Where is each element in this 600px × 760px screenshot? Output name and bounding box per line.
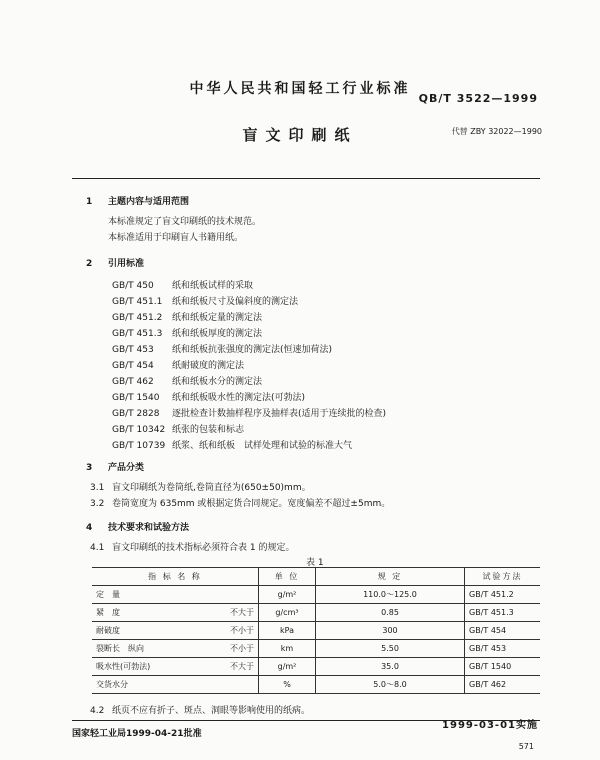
reference-item: GB/T 10739 纸浆、纸和纸板 试样处理和试验的标准大气	[112, 441, 353, 451]
section-2-heading: 2 引用标准	[86, 259, 145, 269]
table-row: 吸水性(可勃法) 不大于 g/m² 35.0 GB/T 1540	[92, 658, 540, 676]
reference-item: GB/T 1540 纸和纸板吸水性的测定法(可勃法)	[112, 393, 306, 403]
header-name: 指 标 名 称	[92, 568, 259, 586]
section-3-item: 3.2 卷筒宽度为 635mm 或根据定货合同规定。宽度偏差不超过±5mm。	[90, 499, 391, 509]
issuing-organization: 中华人民共和国轻工行业标准	[189, 81, 411, 97]
section-4-heading: 4 技术要求和试验方法	[86, 523, 190, 533]
section-3-heading: 3 产品分类	[86, 463, 145, 473]
section-1-heading: 1 主题内容与适用范围	[86, 197, 190, 207]
replaces-standard: 代替 ZBY 32022—1990	[451, 127, 542, 136]
table-header-row	[92, 568, 540, 586]
table-row: 耐破度 不小于 kPa 300 GB/T 454	[92, 622, 540, 640]
spec-table	[92, 567, 540, 694]
header-rule	[72, 178, 540, 179]
table-caption: 表 1	[306, 558, 324, 568]
reference-item: GB/T 454 纸耐破度的测定法	[112, 361, 245, 371]
document-title: 盲文印刷纸	[242, 126, 358, 144]
table-row: 定 量 g/m² 110.0～125.0 GB/T 451.2	[92, 586, 540, 604]
reference-item: GB/T 453 纸和纸板抗张强度的测定法(恒速加荷法)	[112, 345, 333, 355]
reference-item: GB/T 462 纸和纸板水分的测定法	[112, 377, 263, 387]
table-row: 交货水分 % 5.0～8.0 GB/T 462	[92, 676, 540, 694]
section-1-line: 本标准规定了盲文印刷纸的技术规范。	[108, 217, 262, 227]
reference-item: GB/T 451.1 纸和纸板尺寸及偏斜度的测定法	[112, 297, 299, 307]
reference-item: GB/T 450 纸和纸板试样的采取	[112, 281, 254, 291]
reference-item: GB/T 10342 纸张的包装和标志	[112, 425, 245, 435]
page-number: 571	[518, 742, 534, 751]
reference-item: GB/T 451.2 纸和纸板定量的测定法	[112, 313, 263, 323]
approval-line: 国家轻工业局1999-04-21批准	[72, 729, 202, 739]
reference-item: GB/T 451.3 纸和纸板厚度的测定法	[112, 329, 263, 339]
section-4-item-1: 4.1 盲文印刷纸的技术指标必须符合表 1 的规定。	[90, 543, 295, 553]
implementation-date: 1999-03-01实施	[442, 720, 538, 731]
reference-item: GB/T 2828 逐批检查计数抽样程序及抽样表(适用于连续批的检查)	[112, 409, 387, 419]
header-value: 规 定	[316, 568, 465, 586]
header-method: 试验方法	[465, 568, 541, 586]
section-3-item: 3.1 盲文印刷纸为卷筒纸,卷筒直径为(650±50)mm。	[90, 483, 311, 493]
table-row: 裂断长 纵向 不小于 km 5.50 GB/T 453	[92, 640, 540, 658]
table-row: 紧 度 不大于 g/cm³ 0.85 GB/T 451.3	[92, 604, 540, 622]
header-unit: 单 位	[259, 568, 316, 586]
section-1-line: 本标准适用于印刷盲人书籍用纸。	[108, 233, 244, 243]
standard-number: QB/T 3522—1999	[418, 92, 538, 105]
section-4-item-2: 4.2 纸页不应有折子、斑点、洞眼等影响使用的纸病。	[90, 706, 311, 716]
